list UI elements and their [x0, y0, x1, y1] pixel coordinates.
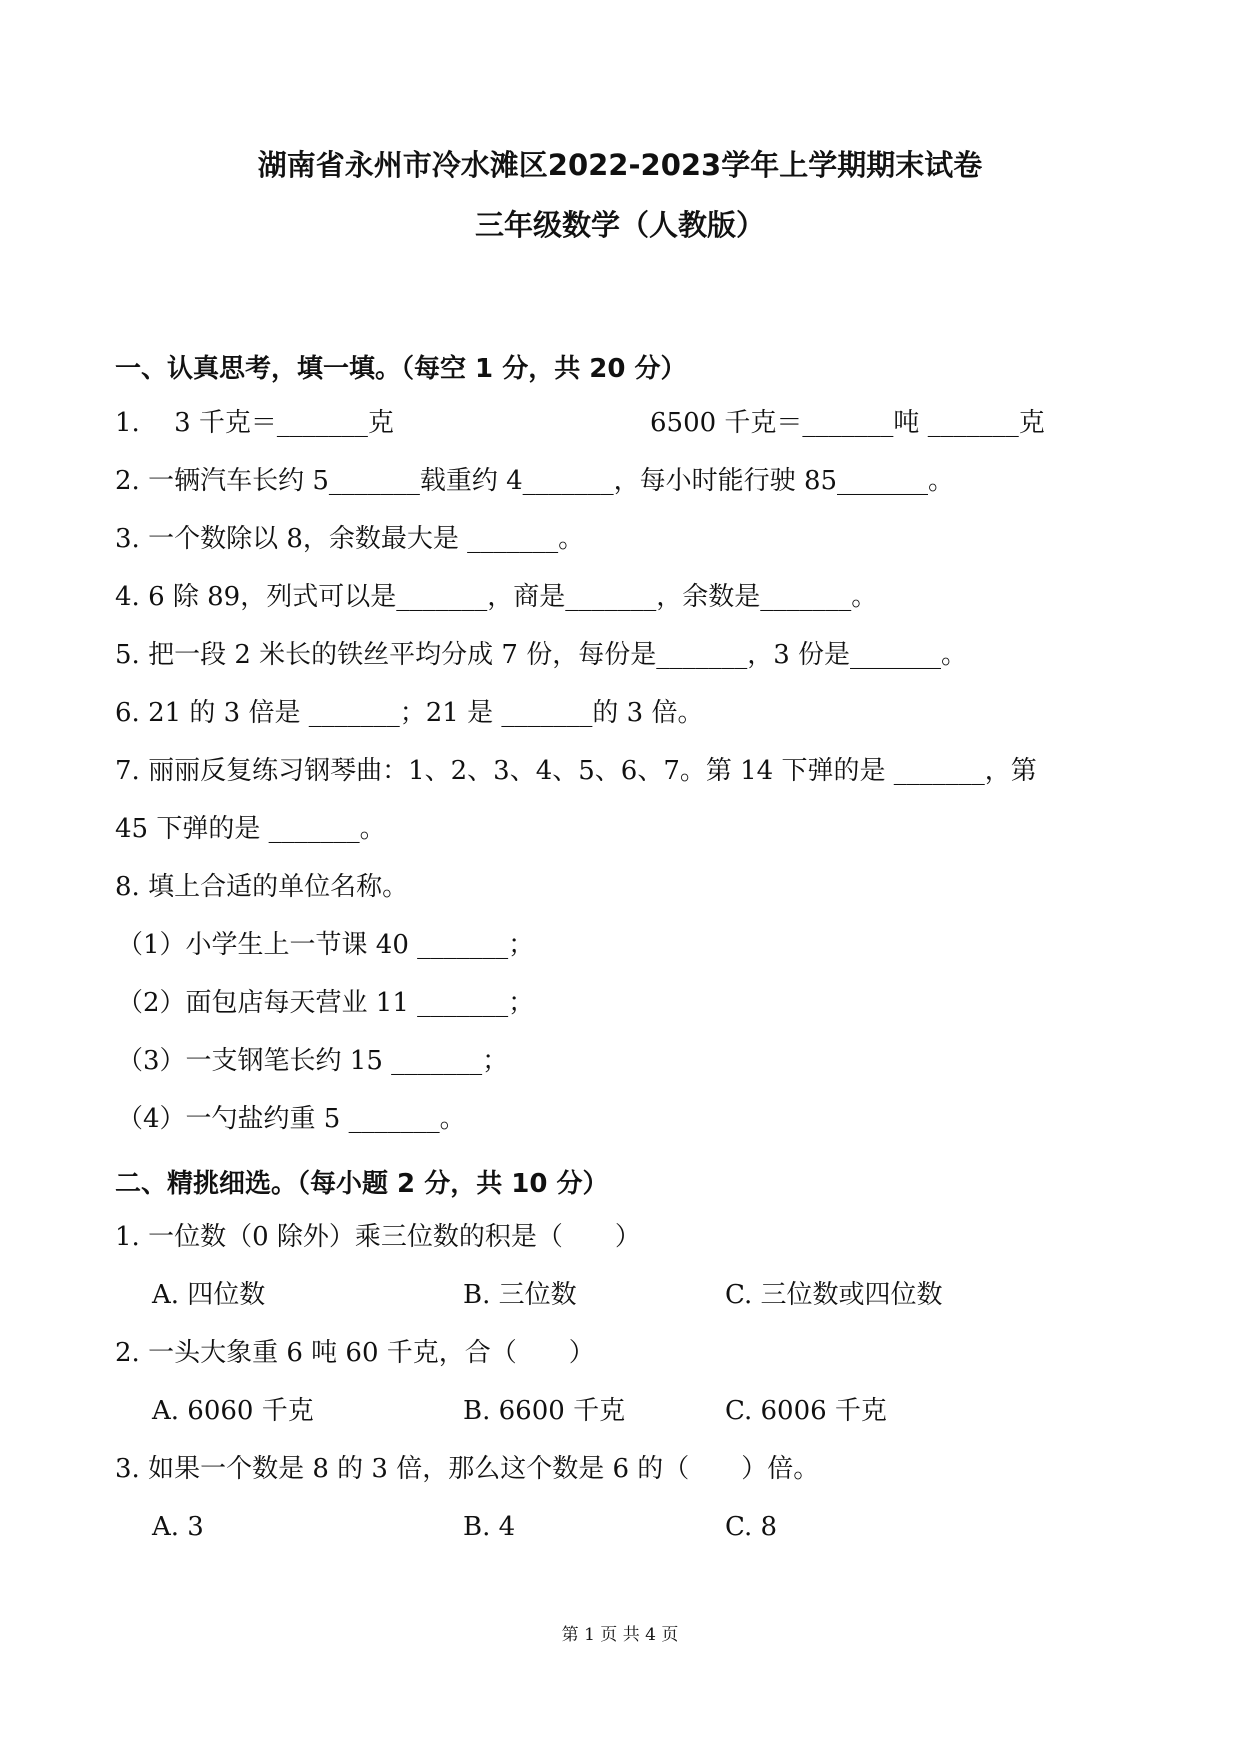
question-8-item-2: （2）面包店每天营业 11 _______；: [117, 988, 535, 1018]
choice-2-option-b: B. 6600 千克: [463, 1396, 626, 1426]
choice-question-1: 1. 一位数（0 除外）乘三位数的积是（ ）: [115, 1222, 641, 1252]
choice-question-2: 2. 一头大象重 6 吨 60 千克，合（ ）: [115, 1338, 595, 1368]
choice-question-3: 3. 如果一个数是 8 的 3 倍，那么这个数是 6 的（ ）倍。: [115, 1454, 820, 1484]
question-7-line-2: 45 下弹的是 _______。: [115, 814, 386, 844]
question-8-item-1: （1）小学生上一节课 40 _______；: [117, 930, 535, 960]
question-3: 3. 一个数除以 8，余数最大是 _______。: [115, 524, 585, 554]
choice-2-option-a: A. 6060 千克: [152, 1396, 314, 1426]
question-1-part-a: 1. 3 千克＝_______克: [115, 408, 394, 438]
choice-3-option-a: A. 3: [152, 1512, 204, 1542]
question-8-item-4: （4）一勺盐约重 5 _______。: [117, 1104, 466, 1134]
page-number: 第 1 页 共 4 页: [561, 1625, 679, 1645]
question-7-line-1: 7. 丽丽反复练习钢琴曲：1、2、3、4、5、6、7。第 14 下弹的是 _______，第: [115, 756, 1037, 786]
choice-1-option-a: A. 四位数: [152, 1280, 266, 1310]
question-1-part-b: 6500 千克＝_______吨 _______克: [650, 408, 1045, 438]
question-4: 4. 6 除 89，列式可以是_______，商是_______，余数是_______。: [115, 582, 878, 612]
choice-3-option-c: C. 8: [725, 1512, 778, 1542]
choice-1-option-c: C. 三位数或四位数: [725, 1280, 943, 1310]
choice-3-option-b: B. 4: [463, 1512, 516, 1542]
question-8-item-3: （3）一支钢笔长约 15 _______；: [117, 1046, 509, 1076]
choice-1-option-b: B. 三位数: [463, 1280, 577, 1310]
question-8: 8. 填上合适的单位名称。: [115, 872, 409, 902]
question-5: 5. 把一段 2 米长的铁丝平均分成 7 份，每份是_______，3 份是_______。: [115, 640, 968, 670]
choice-2-option-c: C. 6006 千克: [725, 1396, 887, 1426]
section-2-heading: 二、精挑细选。（每小题 2 分，共 10 分）: [115, 1169, 609, 1199]
exam-subtitle: 三年级数学（人教版）: [474, 208, 765, 242]
section-1-heading: 一、认真思考，填一填。（每空 1 分，共 20 分）: [115, 354, 687, 384]
exam-title: 湖南省永州市冷水滩区2022-2023学年上学期期末试卷: [257, 148, 983, 182]
question-2: 2. 一辆汽车长约 5_______载重约 4_______，每小时能行驶 85_______。: [115, 466, 955, 496]
question-6: 6. 21 的 3 倍是 _______；21 是 _______的 3 倍。: [115, 698, 704, 728]
